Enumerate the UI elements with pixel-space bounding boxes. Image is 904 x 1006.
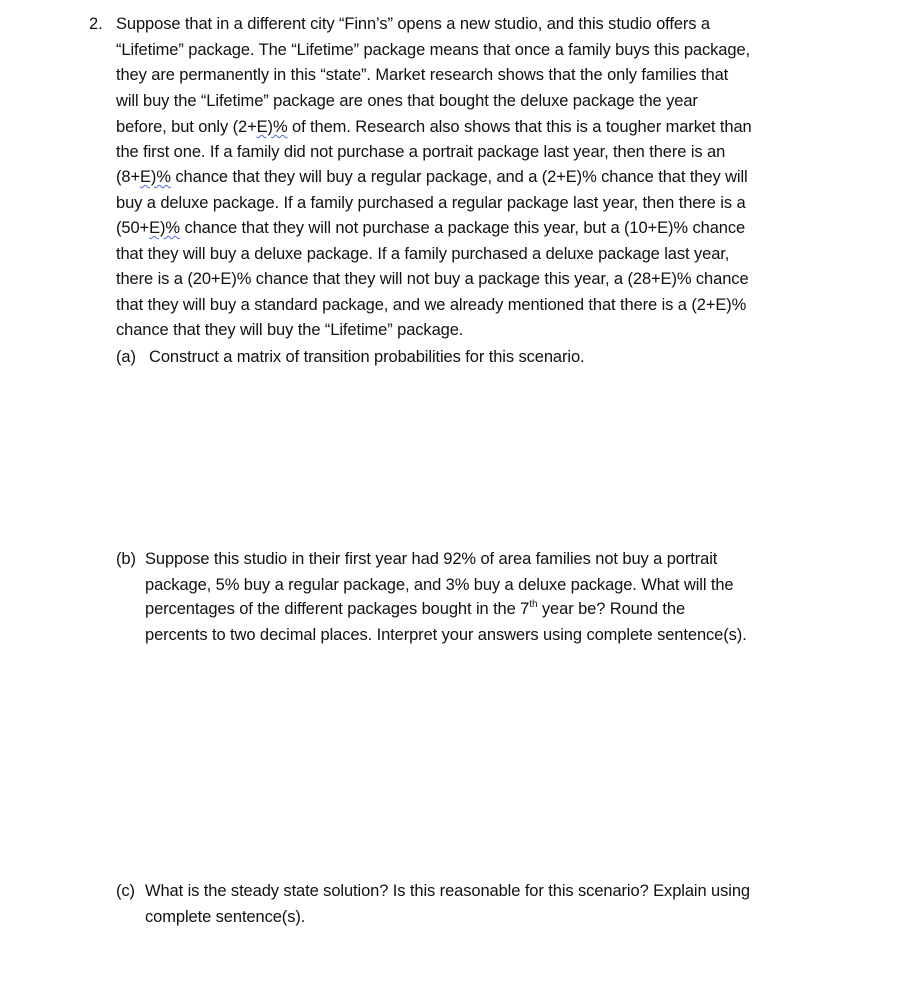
paragraph-line (116, 295, 746, 315)
paragraph-text: will buy the “Lifetime” package are ones that bought the deluxe package the year (116, 92, 698, 110)
part-c-line: What is the steady state solution? Is this reasonable for this scenario? Explain using (145, 882, 750, 900)
paragraph-text: (50+ (116, 219, 150, 237)
paragraph-text: buy a deluxe package. If a family purchased a regular package last year, then there is a (116, 194, 746, 212)
paragraph-line (116, 218, 745, 238)
paragraph-text: that they will buy a standard package, and we already mentioned that there is a (2+E)% (116, 296, 747, 314)
paragraph-text: they are permanently in this “state”. Market research shows that the only families that (116, 66, 729, 84)
paragraph-line (116, 40, 750, 60)
spellcheck-flagged-text: E)% (140, 168, 171, 186)
part-b-line: package, 5% buy a regular package, and 3% buy a deluxe package. What will the (145, 576, 734, 594)
spellcheck-flagged-text: E)% (256, 118, 288, 136)
spellcheck-flagged-text: E)% (149, 219, 180, 237)
paragraph-text: the first one. If a family did not purchase a portrait package last year, then there is an (116, 143, 726, 161)
part-b-line3-start: percentages of the different packages bought in the 7 (145, 600, 530, 618)
paragraph-line (116, 14, 710, 34)
ordinal-suffix: th (529, 598, 538, 610)
part-b-line3-end: year be? Round the (537, 600, 686, 618)
part-a-label: (a) (116, 348, 136, 366)
paragraph-line (116, 65, 728, 85)
part-a-text: Construct a matrix of transition probabilities for this scenario. (149, 348, 585, 366)
paragraph-text: “Lifetime” package. The “Lifetime” package means that once a family buys this package, (116, 41, 751, 59)
paragraph-text: Suppose that in a different city “Finn’s” opens a new studio, and this studio offers a (116, 15, 711, 33)
paragraph-text: (8+ (116, 168, 141, 186)
paragraph-line (116, 91, 698, 111)
paragraph-text: there is a (20+E)% chance that they will not buy a package this year, a (28+E)% chance (116, 270, 749, 288)
paragraph-text: before, but only (2+ (116, 118, 257, 136)
paragraph-line (116, 117, 752, 137)
paragraph-text: of them. Research also shows that this is a tougher market than (287, 118, 752, 136)
paragraph-text: chance that they will buy the “Lifetime” package. (116, 321, 464, 339)
paragraph-text: chance that they will not purchase a package this year, but a (10+E)% chance (179, 219, 746, 237)
part-b-label: (b) (116, 550, 136, 568)
part-b-line: Suppose this studio in their first year had 92% of area families not buy a portrait (145, 550, 718, 568)
paragraph-line (116, 269, 749, 289)
part-c-label: (c) (116, 882, 135, 900)
paragraph-line (116, 193, 746, 213)
paragraph-text: chance that they will buy a regular package, and a (2+E)% chance that they will (170, 168, 748, 186)
paragraph-line (116, 320, 463, 340)
part-b-line (145, 599, 685, 619)
paragraph-line (116, 244, 729, 264)
part-b-line: percents to two decimal places. Interpret your answers using complete sentence(s). (145, 626, 747, 644)
paragraph-line (116, 167, 748, 187)
paragraph-line (116, 142, 725, 162)
paragraph-text: that they will buy a deluxe package. If a family purchased a deluxe package last year, (116, 245, 730, 263)
part-c-line: complete sentence(s). (145, 908, 306, 926)
question-number: 2. (89, 15, 103, 33)
